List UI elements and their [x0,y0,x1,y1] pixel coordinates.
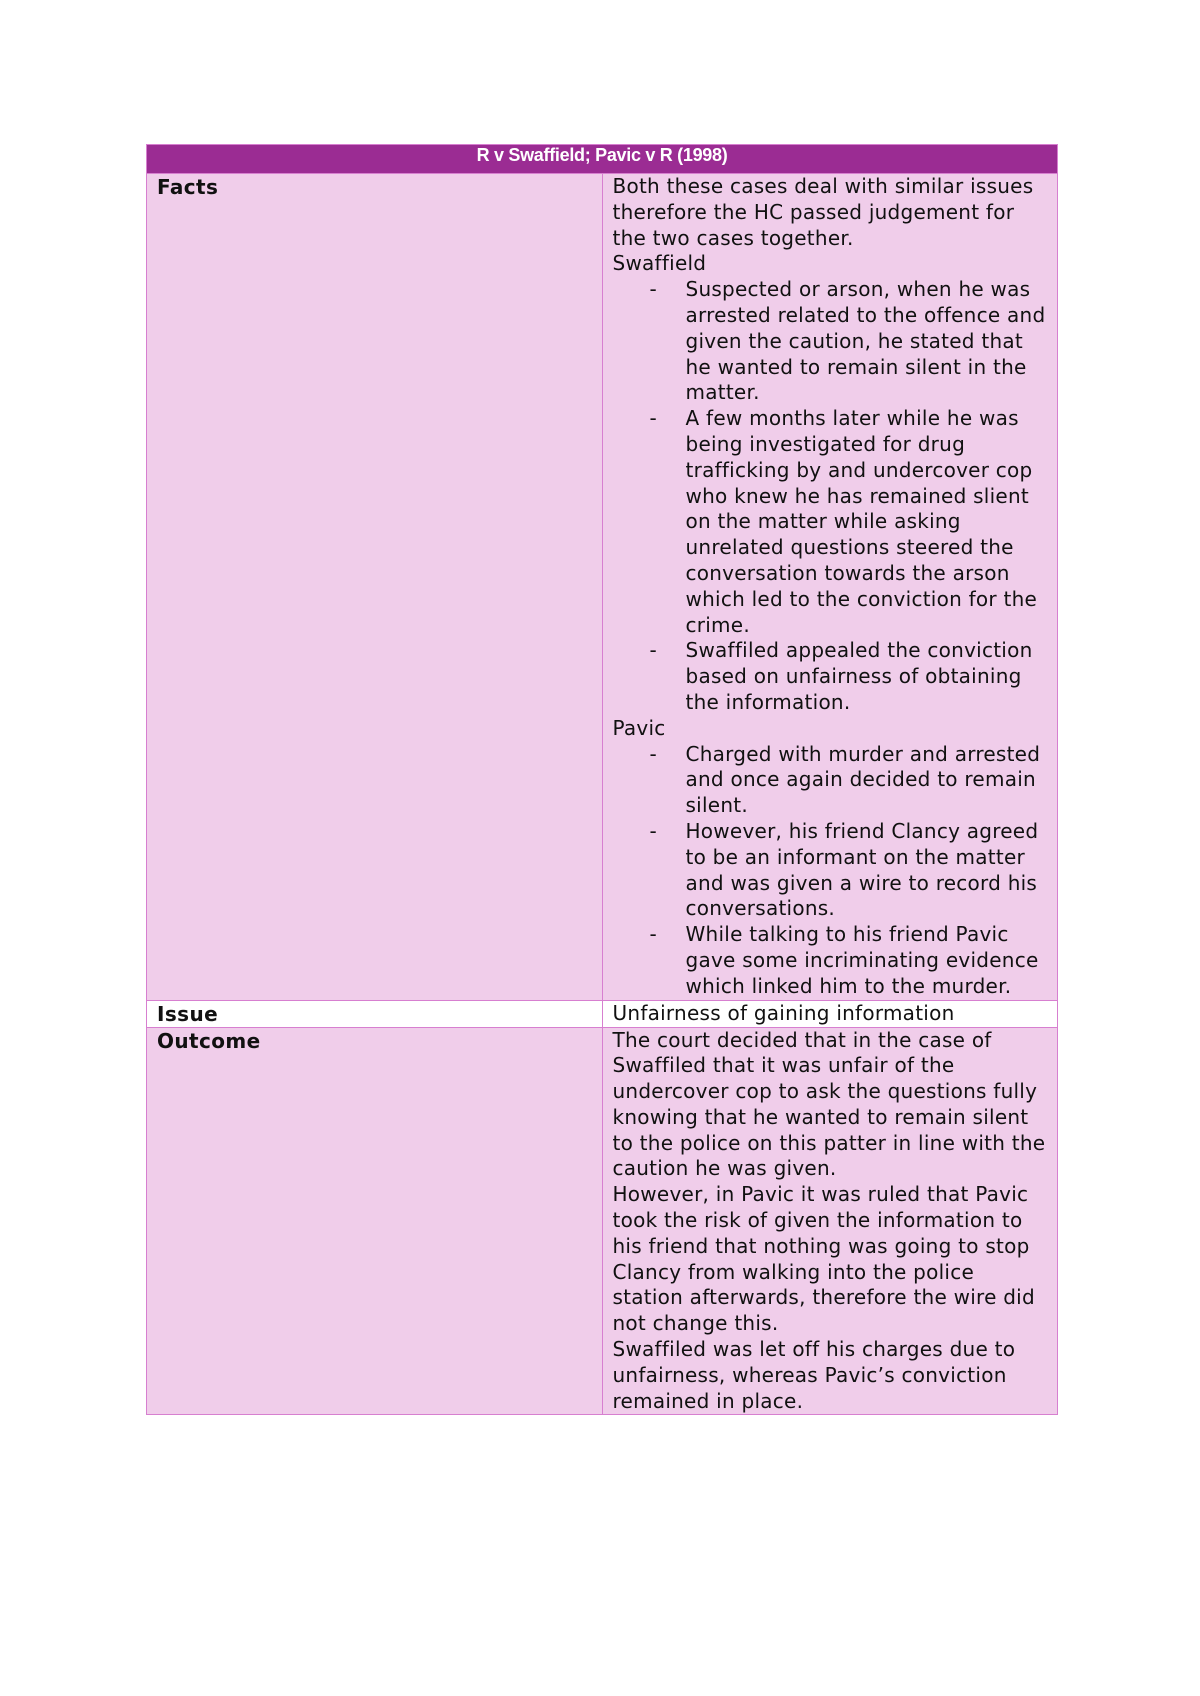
dash-bullet: - [649,406,657,431]
dash-bullet: - [649,741,657,766]
outcome-label: Outcome [147,1027,603,1415]
issue-label: Issue [147,1000,603,1027]
list-item: - Swaffiled appealed the conviction based on unfairness of obtaining the information. [649,638,1033,714]
case-title: R v Swaffield; Pavic v R (1998) [147,145,1058,174]
issue-text: Unfairness of gaining information [602,1000,1058,1027]
facts-label: Facts [147,174,603,1001]
dash-bullet: - [649,277,657,302]
issue-row [147,1000,1058,1027]
swaffield-heading: Swaffield [612,251,707,276]
outcome-content [602,1027,1058,1415]
pavic-points [613,742,1048,1000]
dash-bullet: - [649,922,657,947]
outcome-paragraph: The court decided that in the case of Swaffiled that it was unfair of the undercover cop to ask the questions fully knowing that he wanted to remain silent to the police on this patter in line with the caution he was given. [612,1027,1046,1181]
list-item: - Suspected or arson, when he was arrested related to the offence and given the caution, he stated that he wanted to remain silent in the matter. [649,277,1046,405]
list-item: - However, his friend Clancy agreed to be an informant on the matter and was given a wire to record his conversations. [649,818,1039,921]
facts-row [147,174,1058,1001]
case-brief-table [146,144,1058,1415]
outcome-row [147,1027,1058,1415]
list-item: - While talking to his friend Pavic gave some incriminating evidence which linked him to the murder. [649,922,1039,998]
facts-intro: Both these cases deal with similar issues therefore the HC passed judgement for the two cases together. [612,174,1034,250]
facts-content [602,174,1058,1001]
dash-bullet: - [649,818,657,843]
swaffield-points [613,277,1048,716]
outcome-paragraph: However, in Pavic it was ruled that Pavic took the risk of given the information to his friend that nothing was going to stop Clancy from walking into the police station afterwards, therefore the wire did not change this. [612,1182,1035,1336]
list-item: - A few months later while he was being investigated for drug trafficking by and undercover cop who knew he has remained slient on the matter while asking unrelated questions steered the conversation towards the arson which led to the conviction for the crime. [649,406,1038,637]
pavic-heading: Pavic [612,715,666,740]
dash-bullet: - [649,638,657,663]
outcome-paragraph: Swaffiled was let off his charges due to unfairness, whereas Pavic’s conviction remained in place. [612,1337,1016,1413]
list-item: - Charged with murder and arrested and once again decided to remain silent. [649,741,1041,818]
